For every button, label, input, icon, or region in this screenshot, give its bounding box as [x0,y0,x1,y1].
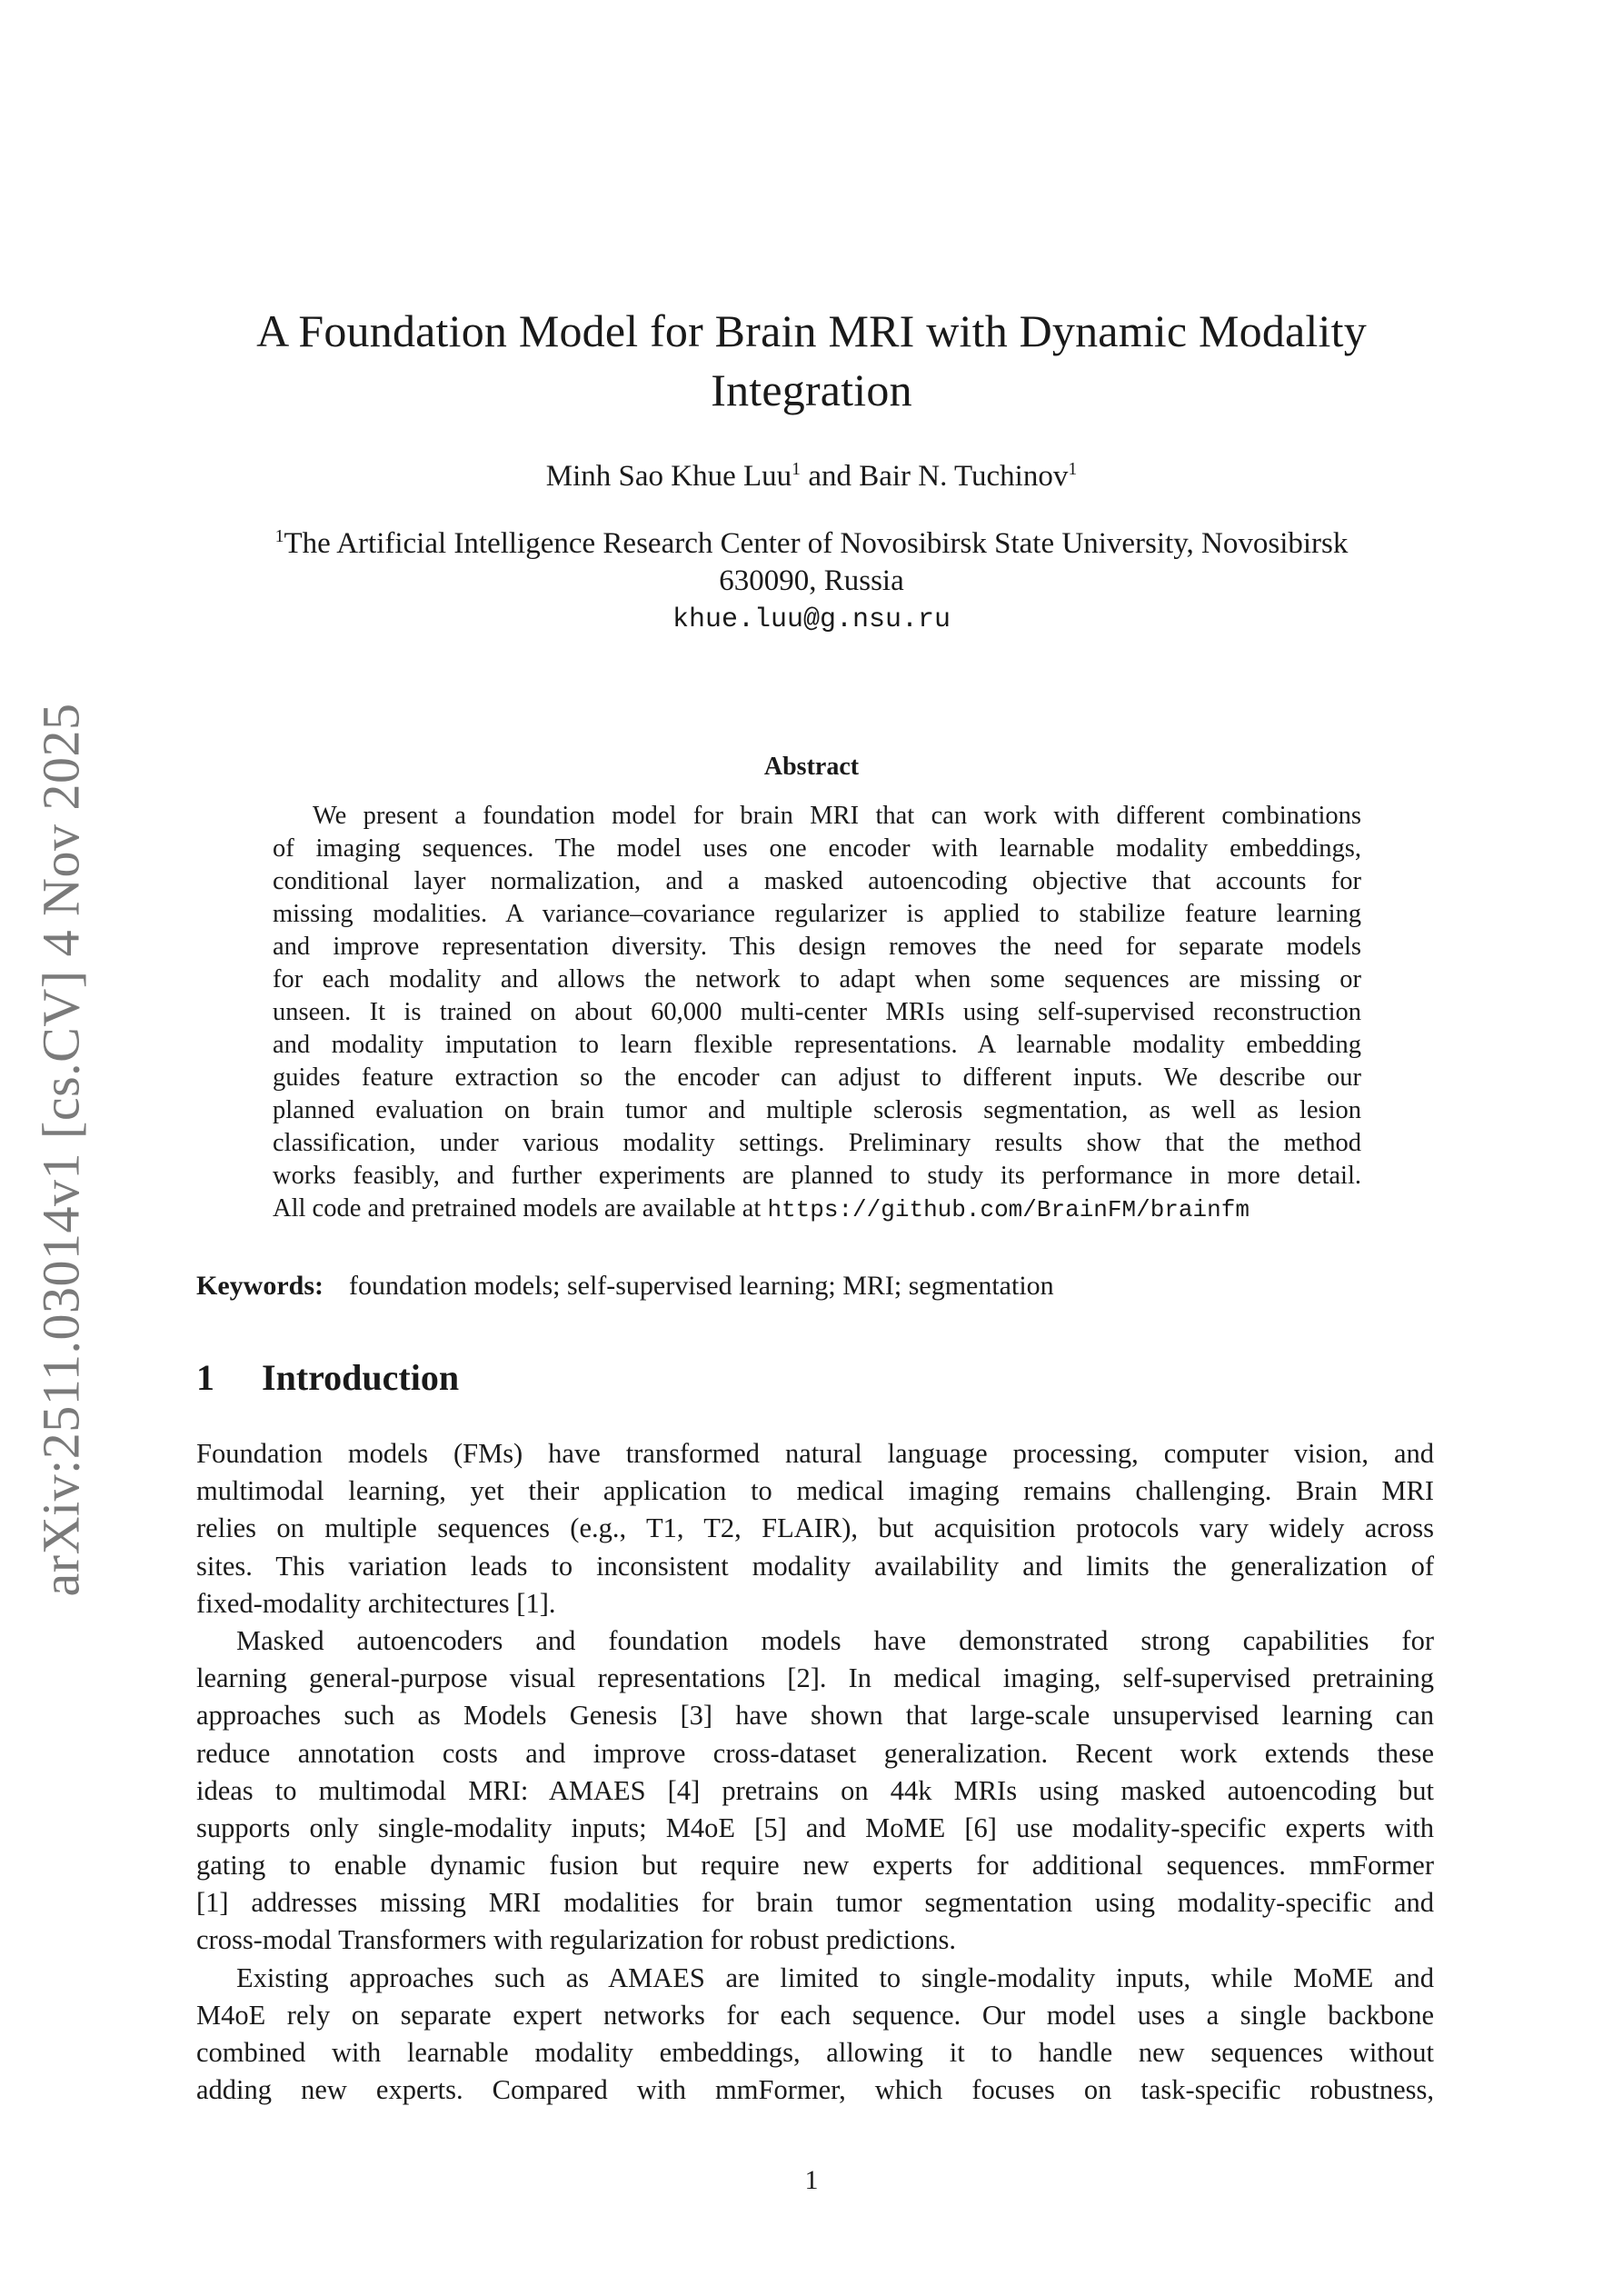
title-line-2: Integration [711,364,912,415]
body-text-line: Foundation models (FMs) have transformed natural language processing, computer vision, and [196,1438,1434,1469]
author-list [0,460,1623,494]
abstract-line: guides feature extraction so the encoder can adjust to different inputs. We describe our [273,1063,1361,1092]
page-number: 1 [804,2165,819,2195]
keywords-line [196,1271,1054,1302]
author-name: Bair N. Tuchinov [859,460,1069,493]
body-text-line: relies on multiple sequences (e.g., T1, T2, FLAIR), but acquisition protocols vary widely across [196,1512,1434,1544]
body-text-line: ideas to multimodal MRI: AMAES [4] pretrains on 44k MRIs using masked autoencoding but [196,1774,1434,1806]
section-title: Introduction [262,1357,460,1398]
author-conjunction: and [801,460,860,493]
body-text-line: gating to enable dynamic fusion but require new experts for additional sequences. mmFormer [196,1850,1434,1882]
body-text-line: cross-modal Transformers with regularization for robust predictions. [196,1924,957,1956]
abstract-line: missing modalities. A variance–covariance regularizer is applied to stabilize feature learning [273,900,1361,928]
affiliation-marker: 1 [1068,459,1078,480]
abstract-line: and modality imputation to learn flexible representations. A learnable modality embedding [273,1031,1361,1059]
affiliation-line-2: 630090, Russia [719,564,904,597]
abstract-line: and improve representation diversity. This design removes the need for separate models [273,933,1361,961]
abstract-line: conditional layer normalization, and a masked autoencoding objective that accounts for [273,867,1361,895]
abstract-line: of imaging sequences. The model uses one encoder with learnable modality embeddings, [273,834,1361,863]
body-text-line: reduce annotation costs and improve cross-dataset generalization. Recent work extends these [196,1737,1434,1769]
keywords-label: Keywords: [196,1271,324,1301]
body-text-line: sites. This variation leads to inconsistent modality availability and limits the generalization of [196,1550,1434,1582]
body-text-line: Masked autoencoders and foundation models have demonstrated strong capabilities for [236,1624,1434,1656]
abstract-line: works feasibly, and further experiments are planned to study its performance in more detail. [273,1162,1361,1190]
abstract-line: for each modality and allows the network to adapt when some sequences are missing or [273,965,1361,993]
code-url-link[interactable]: https://github.com/BrainFM/brainfm [767,1196,1250,1223]
section-heading-introduction [196,1356,459,1399]
body-text-line: Existing approaches such as AMAES are limited to single-modality inputs, while MoME and [236,1962,1434,1993]
arxiv-identifier-stamp: arXiv:2511.03014v1 [cs.CV] 4 Nov 2025 [31,703,91,1597]
affiliation-line-1 [0,527,1623,561]
body-text-line: multimodal learning, yet their application to medical imaging remains challenging. Brain MRI [196,1475,1434,1507]
abstract-heading: Abstract [763,753,860,781]
title-line-1: A Foundation Model for Brain MRI with Dynamic Modality [256,305,1367,356]
body-text-line: supports only single-modality inputs; M4oE [5] and MoME [6] use modality-specific experts with [196,1812,1434,1843]
section-number: 1 [196,1357,214,1398]
affiliation-marker: 1 [274,526,284,547]
body-text-line: M4oE rely on separate expert networks for each sequence. Our model uses a single backbone [196,1999,1434,2031]
keywords-value: foundation models; self-supervised learning; MRI; segmentation [348,1271,1054,1301]
body-text-line: adding new experts. Compared with mmFormer, which focuses on task-specific robustness, [196,2074,1434,2106]
abstract-line: We present a foundation model for brain MRI that can work with different combinations [313,802,1361,830]
affiliation-marker: 1 [792,459,802,480]
body-text-line: approaches such as Models Genesis [3] have shown that large-scale unsupervised learning can [196,1700,1434,1732]
abstract-line: planned evaluation on brain tumor and multiple sclerosis segmentation, as well as lesion [273,1096,1361,1124]
body-text-line: combined with learnable modality embeddings, allowing it to handle new sequences without [196,2037,1434,2068]
introduction-body [196,1435,1434,2109]
abstract-line: unseen. It is trained on about 60,000 multi-center MRIs using self-supervised reconstruction [273,998,1361,1026]
affiliation-text: The Artificial Intelligence Research Center of Novosibirsk State University, Novosibirsk [284,527,1349,560]
code-availability-text: All code and pretrained models are available at [273,1194,768,1223]
body-text-line: [1] addresses missing MRI modalities for brain tumor segmentation using modality-specific and [196,1887,1434,1919]
abstract-line [273,1193,1361,1225]
abstract-line: classification, under various modality settings. Preliminary results show that the method [273,1129,1361,1157]
author-email[interactable]: khue.luu@g.nsu.ru [672,604,951,635]
body-text-line: learning general-purpose visual representations [2]. In medical imaging, self-supervised pretraining [196,1662,1434,1694]
author-name: Minh Sao Khue Luu [545,460,792,493]
body-text-line: fixed-modality architectures [1]. [196,1587,556,1619]
abstract-body [273,800,1361,1225]
